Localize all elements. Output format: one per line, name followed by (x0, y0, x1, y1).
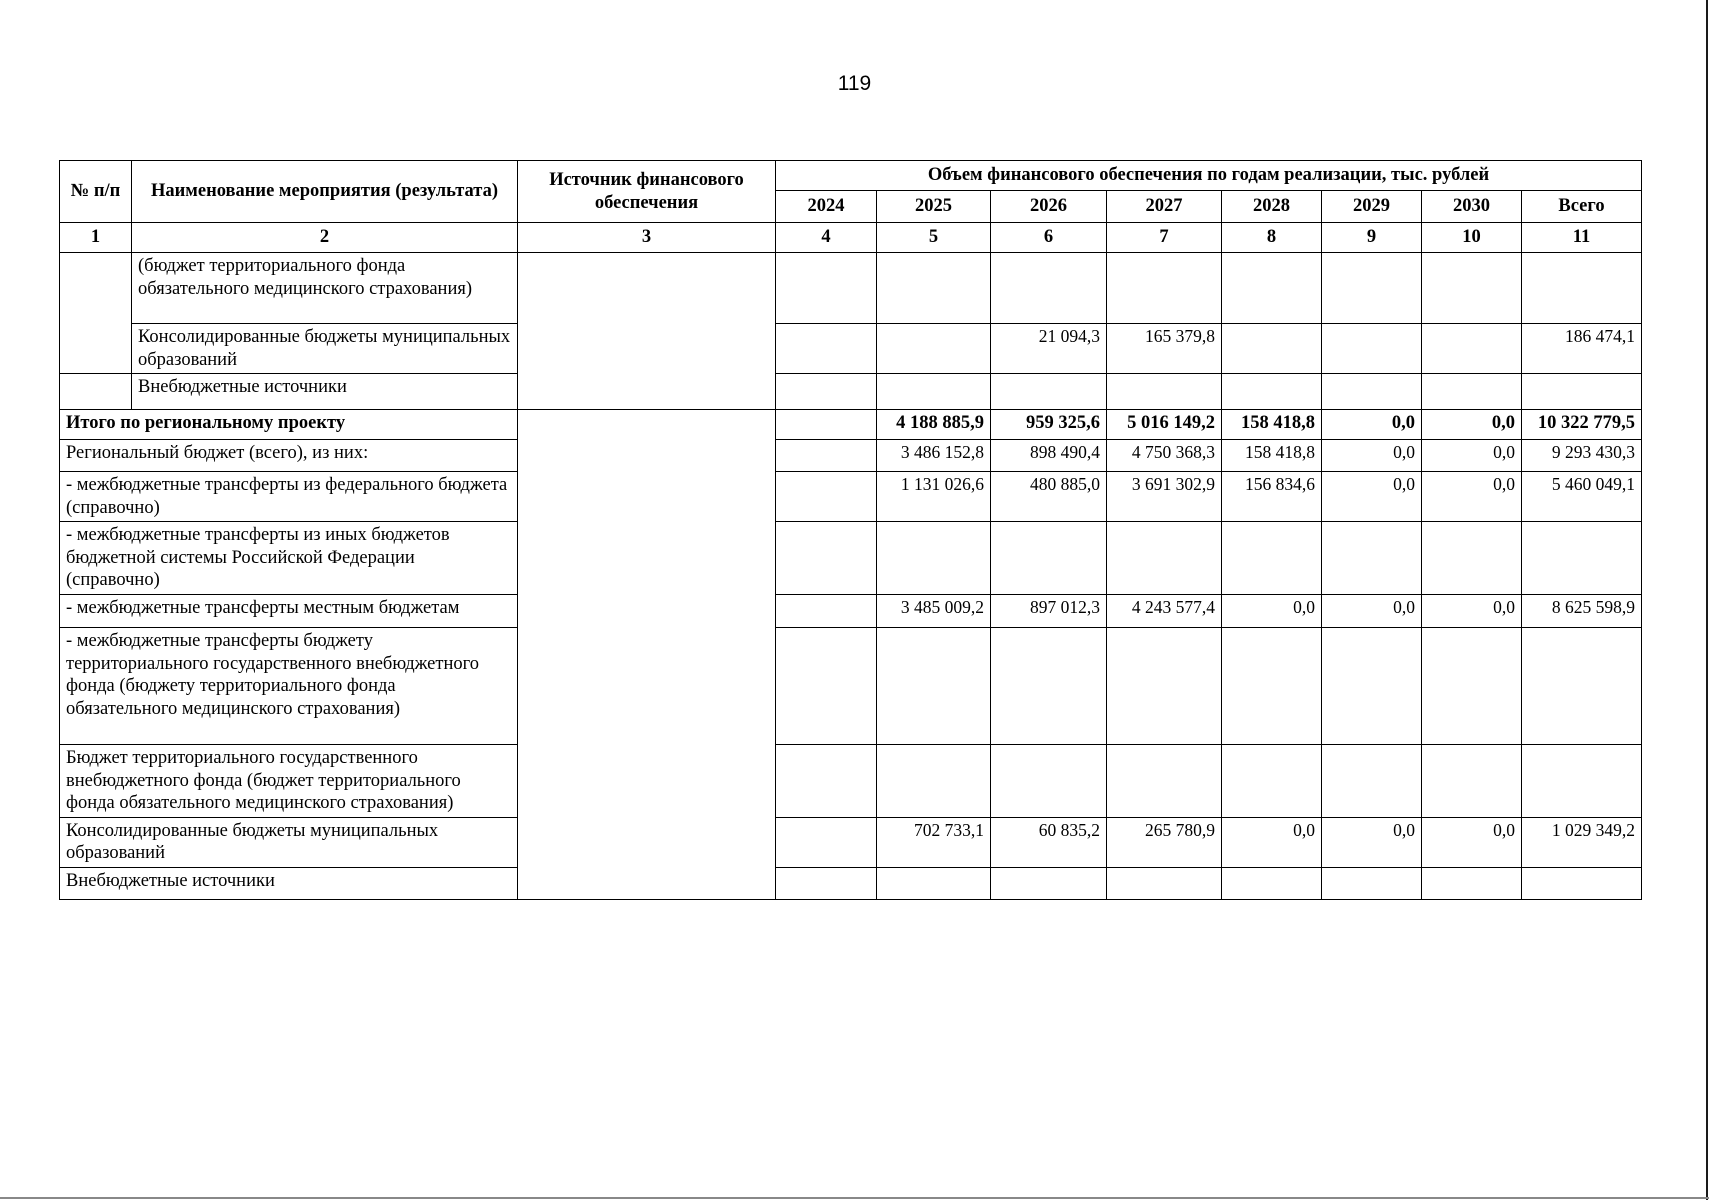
value-cell (1422, 627, 1522, 744)
index-cell: 11 (1522, 223, 1642, 253)
index-cell: 1 (60, 223, 132, 253)
value-cell: 10 322 779,5 (1522, 410, 1642, 440)
value-cell (1107, 522, 1222, 595)
index-cell: 4 (776, 223, 877, 253)
value-cell: 4 243 577,4 (1107, 594, 1222, 627)
value-cell (877, 744, 991, 817)
value-cell: 5 460 049,1 (1522, 472, 1642, 522)
header-year: 2029 (1322, 191, 1422, 223)
value-cell (991, 867, 1107, 899)
value-cell (991, 374, 1107, 410)
value-cell (991, 522, 1107, 595)
value-cell (877, 627, 991, 744)
header-year: 2027 (1107, 191, 1222, 223)
header-total: Всего (1522, 191, 1642, 223)
value-cell: 0,0 (1422, 440, 1522, 472)
value-cell: 60 835,2 (991, 817, 1107, 867)
value-cell (1222, 744, 1322, 817)
index-cell: 8 (1222, 223, 1322, 253)
value-cell (877, 324, 991, 374)
value-cell: 0,0 (1322, 410, 1422, 440)
row-label: Консолидированные бюджеты муниципальных образований (132, 324, 518, 374)
value-cell (1322, 627, 1422, 744)
index-cell: 5 (877, 223, 991, 253)
value-cell: 158 418,8 (1222, 440, 1322, 472)
value-cell: 4 750 368,3 (1107, 440, 1222, 472)
value-cell: 0,0 (1322, 472, 1422, 522)
value-cell (1422, 522, 1522, 595)
value-cell (1522, 522, 1642, 595)
value-cell (1522, 374, 1642, 410)
value-cell: 1 131 026,6 (877, 472, 991, 522)
page-bottom-line (0, 1197, 1709, 1199)
page-edge-line (1706, 0, 1708, 1200)
value-cell (776, 410, 877, 440)
value-cell: 0,0 (1422, 594, 1522, 627)
value-cell: 165 379,8 (1107, 324, 1222, 374)
row-label: Консолидированные бюджеты муниципальных образований (60, 817, 518, 867)
value-cell (776, 867, 877, 899)
value-cell: 0,0 (1422, 817, 1522, 867)
value-cell (776, 472, 877, 522)
value-cell (877, 253, 991, 324)
value-cell: 0,0 (1322, 440, 1422, 472)
value-cell: 3 691 302,9 (1107, 472, 1222, 522)
value-cell (776, 522, 877, 595)
value-cell (776, 374, 877, 410)
value-cell (1107, 627, 1222, 744)
source-cell (518, 410, 776, 900)
value-cell (1322, 744, 1422, 817)
row-label: Внебюджетные источники (60, 867, 518, 899)
header-year: 2030 (1422, 191, 1522, 223)
header-volume: Объем финансового обеспечения по годам реализации, тыс. рублей (776, 161, 1642, 191)
value-cell: 8 625 598,9 (1522, 594, 1642, 627)
value-cell: 4 188 885,9 (877, 410, 991, 440)
index-cell: 9 (1322, 223, 1422, 253)
value-cell (1422, 867, 1522, 899)
row-label: (бюджет территориального фонда обязательного медицинского страхования) (132, 253, 518, 324)
total-label: Итого по региональному проекту (60, 410, 518, 440)
header-num: № п/п (60, 161, 132, 223)
value-cell: 156 834,6 (1222, 472, 1322, 522)
value-cell: 0,0 (1222, 594, 1322, 627)
value-cell (1107, 744, 1222, 817)
value-cell (877, 374, 991, 410)
source-cell (518, 253, 776, 410)
header-year: 2024 (776, 191, 877, 223)
row-label: - межбюджетные трансферты местным бюджетам (60, 594, 518, 627)
value-cell: 1 029 349,2 (1522, 817, 1642, 867)
num-cell (60, 253, 132, 374)
row-label: Бюджет территориального государственного внебюджетного фонда (бюджет территориального фонда обязательного медицинского страхования) (60, 744, 518, 817)
value-cell (1522, 744, 1642, 817)
value-cell (1422, 744, 1522, 817)
value-cell: 9 293 430,3 (1522, 440, 1642, 472)
value-cell (1222, 374, 1322, 410)
value-cell (776, 253, 877, 324)
value-cell: 898 490,4 (991, 440, 1107, 472)
value-cell: 186 474,1 (1522, 324, 1642, 374)
row-label: Внебюджетные источники (132, 374, 518, 410)
value-cell (1222, 253, 1322, 324)
value-cell: 0,0 (1422, 410, 1522, 440)
value-cell (1422, 374, 1522, 410)
value-cell: 3 486 152,8 (877, 440, 991, 472)
value-cell (1522, 867, 1642, 899)
value-cell (776, 324, 877, 374)
value-cell: 0,0 (1222, 817, 1322, 867)
header-name: Наименование мероприятия (результата) (132, 161, 518, 223)
row-label: - межбюджетные трансферты из иных бюджетов бюджетной системы Российской Федерации (справочно) (60, 522, 518, 595)
index-cell: 10 (1422, 223, 1522, 253)
value-cell (1322, 253, 1422, 324)
value-cell: 0,0 (1322, 817, 1422, 867)
value-cell (1522, 253, 1642, 324)
value-cell (776, 817, 877, 867)
value-cell: 702 733,1 (877, 817, 991, 867)
value-cell (776, 594, 877, 627)
value-cell (1222, 324, 1322, 374)
page-number: 119 (837, 72, 872, 95)
value-cell (1107, 867, 1222, 899)
value-cell: 21 094,3 (991, 324, 1107, 374)
num-cell (60, 374, 132, 410)
value-cell: 265 780,9 (1107, 817, 1222, 867)
value-cell (1222, 522, 1322, 595)
value-cell (776, 627, 877, 744)
value-cell (1107, 374, 1222, 410)
row-label: - межбюджетные трансферты из федерального бюджета (справочно) (60, 472, 518, 522)
value-cell (776, 440, 877, 472)
index-cell: 3 (518, 223, 776, 253)
value-cell (1322, 522, 1422, 595)
value-cell (1322, 374, 1422, 410)
value-cell: 897 012,3 (991, 594, 1107, 627)
value-cell: 0,0 (1322, 594, 1422, 627)
index-cell: 7 (1107, 223, 1222, 253)
value-cell: 3 485 009,2 (877, 594, 991, 627)
value-cell (877, 867, 991, 899)
value-cell (877, 522, 991, 595)
financing-table (59, 160, 1642, 900)
value-cell (1107, 253, 1222, 324)
value-cell: 959 325,6 (991, 410, 1107, 440)
value-cell: 480 885,0 (991, 472, 1107, 522)
header-source: Источник финансового обеспечения (518, 161, 776, 223)
header-year: 2028 (1222, 191, 1322, 223)
row-label: - межбюджетные трансферты бюджету территориального государственного внебюджетного фонда (бюджету территориального фонда обязательного медицинского страхования) (60, 627, 518, 744)
value-cell (776, 744, 877, 817)
value-cell (1322, 324, 1422, 374)
row-label: Региональный бюджет (всего), из них: (60, 440, 518, 472)
value-cell (1322, 867, 1422, 899)
value-cell (1222, 867, 1322, 899)
value-cell: 0,0 (1422, 472, 1522, 522)
value-cell (1222, 627, 1322, 744)
value-cell (991, 253, 1107, 324)
value-cell (1422, 253, 1522, 324)
index-cell: 6 (991, 223, 1107, 253)
index-cell: 2 (132, 223, 518, 253)
value-cell (991, 627, 1107, 744)
header-year: 2026 (991, 191, 1107, 223)
value-cell (991, 744, 1107, 817)
value-cell: 158 418,8 (1222, 410, 1322, 440)
value-cell (1522, 627, 1642, 744)
header-year: 2025 (877, 191, 991, 223)
value-cell (1422, 324, 1522, 374)
value-cell: 5 016 149,2 (1107, 410, 1222, 440)
